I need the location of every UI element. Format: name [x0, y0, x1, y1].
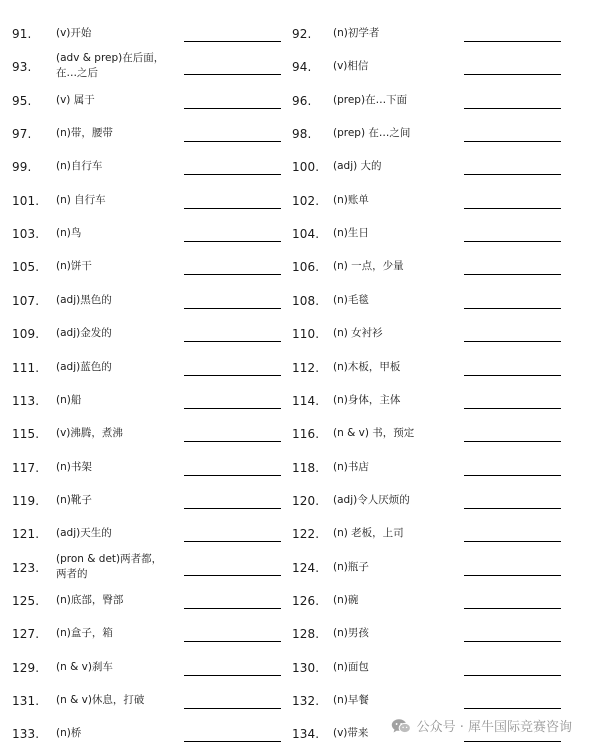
- answer-blank[interactable]: [184, 708, 281, 709]
- definition-line: (n)毛毯: [333, 293, 369, 306]
- worksheet-row: [0, 352, 590, 385]
- item-definition: [333, 526, 404, 541]
- vocab-item: [0, 585, 290, 618]
- worksheet-row: [0, 618, 590, 651]
- item-number: 121.: [12, 527, 40, 542]
- item-number: 91.: [12, 27, 32, 41]
- item-definition: [333, 59, 368, 74]
- answer-blank[interactable]: [464, 41, 561, 42]
- vocab-item: [0, 318, 290, 351]
- answer-blank[interactable]: [464, 508, 561, 509]
- answer-blank[interactable]: [184, 241, 281, 242]
- definition-line: (n)生日: [333, 227, 369, 240]
- vocab-item: [290, 618, 590, 651]
- item-definition: [56, 726, 81, 741]
- definition-line: (adv & prep)在后面，: [56, 52, 165, 65]
- item-definition: [56, 126, 113, 141]
- item-definition: [333, 226, 369, 241]
- answer-blank[interactable]: [184, 41, 281, 42]
- answer-blank[interactable]: [464, 308, 561, 309]
- item-number: 117.: [12, 460, 40, 475]
- item-number: 112.: [292, 360, 320, 375]
- vocab-item: [0, 652, 290, 685]
- item-definition: [333, 460, 369, 475]
- worksheet-row: [0, 652, 590, 685]
- item-number: 98.: [292, 127, 312, 142]
- item-number: 126.: [292, 593, 320, 608]
- answer-blank[interactable]: [184, 608, 281, 609]
- item-definition: [56, 226, 81, 241]
- vocab-item: [0, 18, 290, 51]
- definition-line: 在…之后: [56, 67, 98, 80]
- item-number: 123.: [12, 560, 40, 575]
- definition-line: (v)带来: [333, 727, 369, 740]
- vocab-item: [0, 285, 290, 318]
- item-number: 99.: [12, 160, 32, 175]
- item-definition: [56, 626, 113, 641]
- answer-blank[interactable]: [184, 741, 281, 742]
- definition-line: (n)自行车: [56, 160, 103, 173]
- vocab-item: [290, 552, 590, 585]
- vocab-item: [0, 552, 290, 585]
- vocab-item: [290, 318, 590, 351]
- item-number: 124.: [292, 560, 320, 575]
- worksheet-row: [0, 85, 590, 118]
- answer-blank[interactable]: [184, 141, 281, 142]
- vocab-item: [0, 51, 290, 84]
- definition-line: (n)身体，主体: [333, 393, 401, 406]
- item-definition: [56, 493, 92, 508]
- vocab-item: [290, 418, 590, 451]
- vocab-item: [0, 151, 290, 184]
- item-definition: [56, 526, 112, 541]
- item-number: 120.: [292, 493, 320, 508]
- definition-line: (n) 一点，少量: [333, 260, 404, 273]
- definition-line: (n)碗: [333, 593, 359, 606]
- item-definition: [56, 693, 144, 708]
- item-definition: [56, 360, 112, 375]
- item-number: 94.: [292, 60, 312, 75]
- item-definition: [56, 426, 123, 441]
- answer-blank[interactable]: [184, 274, 281, 275]
- item-number: 111.: [12, 360, 40, 375]
- definition-line: (n)早餐: [333, 694, 369, 706]
- item-number: 115.: [12, 427, 40, 442]
- definition-line: (v) 属于: [56, 93, 95, 106]
- item-number: 122.: [292, 527, 320, 542]
- definition-line: 两者的: [56, 567, 88, 580]
- item-number: 127.: [12, 627, 40, 642]
- answer-blank[interactable]: [464, 575, 561, 576]
- vocab-item: [0, 685, 290, 718]
- worksheet-row: [0, 185, 590, 218]
- item-definition: [56, 393, 81, 408]
- worksheet-row: [0, 452, 590, 485]
- vocab-item: [290, 151, 590, 184]
- definition-line: (v)相信: [333, 60, 369, 73]
- item-number: 104.: [292, 227, 320, 242]
- vocab-item: [290, 251, 590, 284]
- definition-line: (n)书店: [333, 460, 369, 473]
- vocab-item: [290, 51, 590, 84]
- item-definition: [56, 293, 112, 308]
- answer-blank[interactable]: [184, 74, 281, 75]
- definition-line: (v)沸腾，煮沸: [56, 427, 123, 440]
- item-number: 106.: [292, 260, 320, 275]
- definition-line: (n) 老板，上司: [333, 527, 404, 540]
- worksheet-row: [0, 552, 590, 585]
- definition-line: (adj)金发的: [56, 327, 112, 340]
- vocab-item: [0, 85, 290, 118]
- item-number: 105.: [12, 260, 40, 275]
- definition-line: (n)鸟: [56, 227, 82, 240]
- item-definition: [333, 293, 369, 308]
- vocab-item: [0, 518, 290, 551]
- item-definition: [333, 360, 400, 375]
- item-number: 97.: [12, 127, 32, 142]
- vocab-item: [0, 385, 290, 418]
- answer-blank[interactable]: [464, 708, 561, 709]
- item-number: 110.: [292, 327, 320, 342]
- item-number: 107.: [12, 293, 40, 308]
- item-number: 132.: [292, 694, 320, 708]
- item-number: 101.: [12, 193, 40, 208]
- worksheet-row: [0, 51, 590, 84]
- answer-blank[interactable]: [184, 174, 281, 175]
- answer-blank[interactable]: [184, 541, 281, 542]
- item-definition: [56, 93, 95, 108]
- vocab-item: [290, 652, 590, 685]
- definition-line: (n)带，腰带: [56, 127, 113, 140]
- vocab-item: [290, 685, 590, 718]
- item-number: 95.: [12, 93, 32, 108]
- vocab-item: [290, 285, 590, 318]
- item-number: 128.: [292, 627, 320, 642]
- definition-line: (n) 自行车: [56, 193, 106, 206]
- answer-blank[interactable]: [464, 208, 561, 209]
- worksheet-row: [0, 118, 590, 151]
- answer-blank[interactable]: [464, 241, 561, 242]
- answer-blank[interactable]: [464, 274, 561, 275]
- definition-line: (n)瓶子: [333, 560, 369, 573]
- item-definition: [56, 26, 91, 41]
- worksheet-row: [0, 18, 590, 51]
- definition-line: (n)靴子: [56, 493, 92, 506]
- worksheet-row: [0, 418, 590, 451]
- item-number: 100.: [292, 160, 320, 175]
- answer-blank[interactable]: [464, 541, 561, 542]
- item-number: 93.: [12, 60, 32, 75]
- answer-blank[interactable]: [464, 174, 561, 175]
- item-definition: [333, 126, 410, 141]
- vocab-item: [0, 185, 290, 218]
- definition-line: (prep) 在…之间: [333, 127, 411, 140]
- answer-blank[interactable]: [184, 641, 281, 642]
- item-definition: [333, 193, 369, 208]
- answer-blank[interactable]: [464, 608, 561, 609]
- definition-line: (adj)令人厌烦的: [333, 493, 410, 506]
- worksheet-row: [0, 285, 590, 318]
- item-number: 130.: [292, 660, 320, 675]
- item-definition: [56, 51, 164, 81]
- vocab-item: [290, 118, 590, 151]
- vocab-item: [290, 485, 590, 518]
- definition-line: (n)饼干: [56, 260, 92, 273]
- vocab-item: [290, 185, 590, 218]
- answer-blank[interactable]: [464, 108, 561, 109]
- answer-blank[interactable]: [184, 441, 281, 442]
- item-definition: [56, 259, 92, 274]
- item-definition: [56, 552, 162, 582]
- item-definition: [333, 26, 379, 41]
- item-definition: [333, 159, 382, 174]
- item-number: 102.: [292, 193, 320, 208]
- answer-blank[interactable]: [464, 74, 561, 75]
- answer-blank[interactable]: [464, 675, 561, 676]
- definition-line: (n) 女衬衫: [333, 327, 383, 340]
- vocab-item: [290, 85, 590, 118]
- item-definition: [333, 259, 404, 274]
- vocab-item: [0, 485, 290, 518]
- vocab-item: [290, 452, 590, 485]
- vocab-item: [0, 218, 290, 251]
- definition-line: (n)书架: [56, 460, 92, 473]
- item-definition: [56, 193, 106, 208]
- vocab-item: [290, 18, 590, 51]
- answer-blank[interactable]: [464, 475, 561, 476]
- vocab-item: [290, 352, 590, 385]
- vocab-item: [0, 452, 290, 485]
- definition-line: (adj)黑色的: [56, 293, 112, 306]
- item-number: 129.: [12, 660, 40, 675]
- item-definition: [333, 693, 369, 708]
- item-number: 113.: [12, 393, 40, 408]
- vocab-item: [0, 718, 290, 751]
- item-definition: [56, 593, 123, 608]
- item-definition: [56, 660, 113, 675]
- vocab-item: [0, 352, 290, 385]
- answer-blank[interactable]: [184, 375, 281, 376]
- item-definition: [333, 593, 358, 608]
- answer-blank[interactable]: [184, 308, 281, 309]
- item-number: 134.: [292, 727, 320, 742]
- answer-blank[interactable]: [464, 141, 561, 142]
- answer-blank[interactable]: [464, 441, 561, 442]
- item-definition: [333, 626, 369, 641]
- worksheet-row: [0, 218, 590, 251]
- vocab-item: [290, 218, 590, 251]
- item-number: 109.: [12, 327, 40, 342]
- definition-line: (n & v)刹车: [56, 660, 113, 673]
- item-number: 96.: [292, 93, 312, 108]
- vocab-item: [0, 418, 290, 451]
- definition-line: (n & v) 书，预定: [333, 427, 415, 440]
- item-number: 133.: [12, 727, 40, 742]
- definition-line: (n)船: [56, 393, 82, 406]
- item-definition: [333, 326, 383, 341]
- answer-blank[interactable]: [184, 475, 281, 476]
- item-number: 114.: [292, 393, 320, 408]
- item-number: 131.: [12, 694, 40, 708]
- item-number: 116.: [292, 427, 320, 442]
- answer-blank[interactable]: [184, 675, 281, 676]
- answer-blank[interactable]: [184, 108, 281, 109]
- item-number: 119.: [12, 493, 40, 508]
- item-definition: [56, 159, 102, 174]
- answer-blank[interactable]: [464, 341, 561, 342]
- worksheet-row: [0, 385, 590, 418]
- vocab-item: [0, 251, 290, 284]
- answer-blank[interactable]: [464, 741, 561, 742]
- definition-line: (v)开始: [56, 27, 92, 39]
- vocab-item: [290, 518, 590, 551]
- vocab-item: [0, 118, 290, 151]
- worksheet-row: [0, 585, 590, 618]
- item-number: 108.: [292, 293, 320, 308]
- vocab-item: [290, 385, 590, 418]
- definition-line: (n)底部，臀部: [56, 593, 124, 606]
- answer-blank[interactable]: [184, 408, 281, 409]
- worksheet-row: [0, 151, 590, 184]
- item-definition: [56, 326, 112, 341]
- item-number: 92.: [292, 27, 312, 41]
- definition-line: (adj)蓝色的: [56, 360, 112, 373]
- worksheet-row: [0, 685, 590, 718]
- watermark-text: 公众号 · 犀牛国际竞赛咨询: [416, 720, 572, 735]
- worksheet-row: [0, 485, 590, 518]
- answer-blank[interactable]: [184, 575, 281, 576]
- answer-blank[interactable]: [184, 508, 281, 509]
- item-definition: [333, 560, 369, 575]
- worksheet-row: [0, 518, 590, 551]
- item-number: 118.: [292, 460, 320, 475]
- item-definition: [333, 660, 369, 675]
- answer-blank[interactable]: [464, 641, 561, 642]
- item-definition: [333, 393, 400, 408]
- definition-line: (pron & det)两者都，: [56, 552, 163, 565]
- item-number: 103.: [12, 227, 40, 242]
- definition-line: (n)桥: [56, 727, 82, 740]
- worksheet-row: [0, 318, 590, 351]
- item-definition: [333, 493, 410, 508]
- answer-blank[interactable]: [464, 375, 561, 376]
- vocab-item: [290, 585, 590, 618]
- item-definition: [333, 426, 414, 441]
- watermark: [391, 716, 572, 735]
- definition-line: (n)初学者: [333, 27, 380, 39]
- answer-blank[interactable]: [464, 408, 561, 409]
- item-definition: [333, 93, 407, 108]
- definition-line: (adj) 大的: [333, 160, 382, 173]
- definition-line: (n)木板，甲板: [333, 360, 401, 373]
- wechat-icon: [391, 718, 411, 734]
- item-number: 125.: [12, 593, 40, 608]
- item-definition: [56, 460, 92, 475]
- definition-line: (n)面包: [333, 660, 369, 673]
- definition-line: (n)男孩: [333, 627, 369, 640]
- definition-line: (n & v)休息，打破: [56, 694, 145, 706]
- definition-line: (adj)天生的: [56, 527, 112, 540]
- item-definition: [333, 726, 368, 741]
- vocab-item: [0, 618, 290, 651]
- definition-line: (n)盒子，箱: [56, 627, 113, 640]
- definition-line: (prep)在…下面: [333, 93, 408, 106]
- worksheet-row: [0, 251, 590, 284]
- definition-line: (n)账单: [333, 193, 369, 206]
- answer-blank[interactable]: [184, 208, 281, 209]
- answer-blank[interactable]: [184, 341, 281, 342]
